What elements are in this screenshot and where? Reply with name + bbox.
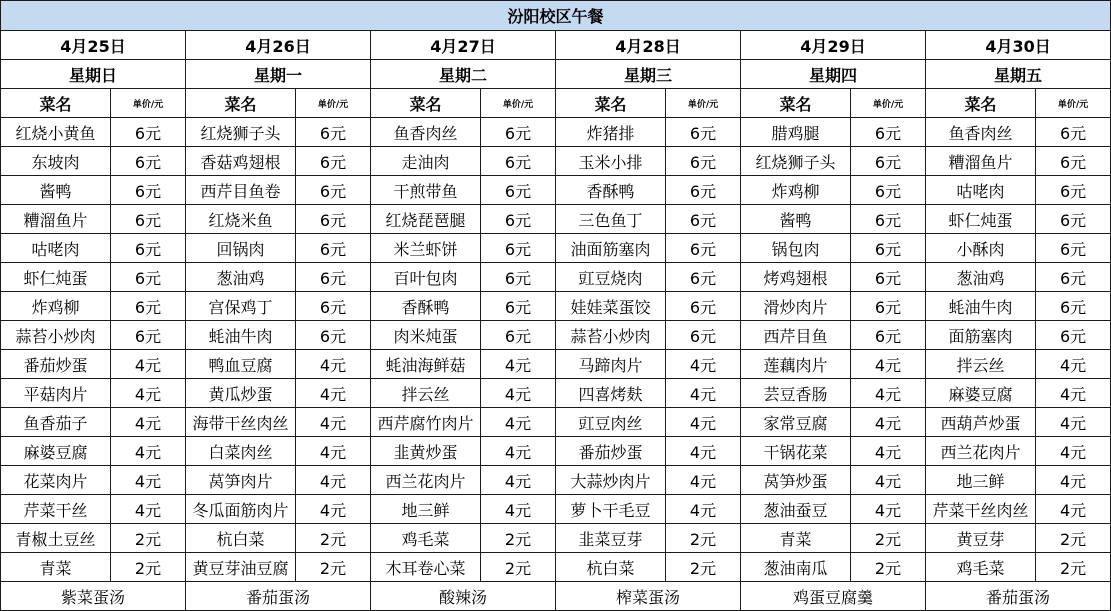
dish-price: 4元 — [851, 350, 926, 379]
dish-price: 4元 — [666, 379, 741, 408]
day-soup: 鸡蛋豆腐羹 — [741, 582, 926, 611]
dish-price: 6元 — [111, 234, 186, 263]
dish-price: 2元 — [851, 524, 926, 553]
dish-price: 2元 — [1036, 553, 1111, 582]
dish-price: 6元 — [481, 205, 556, 234]
dish-price: 6元 — [111, 292, 186, 321]
dish-name: 木耳卷心菜 — [371, 553, 481, 582]
soup-row — [1, 582, 1111, 611]
dish-price: 2元 — [666, 553, 741, 582]
dish-name: 鱼香肉丝 — [371, 118, 481, 147]
dish-name: 豇豆烧肉 — [556, 263, 666, 292]
dish-name: 黄豆芽 — [926, 524, 1036, 553]
dish-price: 4元 — [481, 408, 556, 437]
menu-item-row — [1, 466, 1111, 495]
dish-price: 6元 — [296, 292, 371, 321]
dish-name: 青菜 — [1, 553, 111, 582]
dish-name: 锅包肉 — [741, 234, 851, 263]
dish-name: 红烧狮子头 — [741, 147, 851, 176]
dish-price: 6元 — [1036, 263, 1111, 292]
day-date: 4月28日 — [556, 31, 741, 60]
title-row — [1, 1, 1111, 31]
dish-name: 西芹腐竹肉片 — [371, 408, 481, 437]
dish-price: 4元 — [481, 379, 556, 408]
dish-name: 地三鲜 — [371, 495, 481, 524]
dish-price: 4元 — [1036, 350, 1111, 379]
dish-price: 6元 — [111, 147, 186, 176]
dish-name: 干煎带鱼 — [371, 176, 481, 205]
day-soup: 紫菜蛋汤 — [1, 582, 186, 611]
dish-price: 4元 — [111, 466, 186, 495]
dish-price: 4元 — [851, 466, 926, 495]
dish-price: 6元 — [296, 176, 371, 205]
dish-name: 青椒土豆丝 — [1, 524, 111, 553]
dish-price: 6元 — [111, 321, 186, 350]
menu-item-row — [1, 176, 1111, 205]
weekday-row — [1, 60, 1111, 89]
dish-name-header: 菜名 — [371, 89, 481, 118]
dish-price: 4元 — [1036, 495, 1111, 524]
dish-price: 6元 — [111, 176, 186, 205]
dish-name: 家常豆腐 — [741, 408, 851, 437]
dish-name: 炸鸡柳 — [741, 176, 851, 205]
dish-price: 4元 — [296, 495, 371, 524]
dish-price: 4元 — [111, 379, 186, 408]
dish-price: 6元 — [1036, 292, 1111, 321]
dish-price: 2元 — [111, 524, 186, 553]
day-date: 4月30日 — [926, 31, 1111, 60]
dish-price: 2元 — [666, 524, 741, 553]
dish-name: 滑炒肉片 — [741, 292, 851, 321]
dish-name: 肉米炖蛋 — [371, 321, 481, 350]
dish-price: 6元 — [481, 147, 556, 176]
dish-name: 韭黄炒蛋 — [371, 437, 481, 466]
dish-name-header: 菜名 — [186, 89, 296, 118]
dish-price: 6元 — [851, 147, 926, 176]
menu-item-row — [1, 350, 1111, 379]
dish-name: 香酥鸭 — [371, 292, 481, 321]
dish-price: 6元 — [1036, 176, 1111, 205]
dish-price: 6元 — [481, 263, 556, 292]
date-row — [1, 31, 1111, 60]
dish-name: 回锅肉 — [186, 234, 296, 263]
dish-price: 6元 — [111, 118, 186, 147]
menu-item-row — [1, 553, 1111, 582]
day-weekday: 星期日 — [1, 60, 186, 89]
dish-price: 2元 — [1036, 524, 1111, 553]
dish-name: 地三鲜 — [926, 466, 1036, 495]
menu-item-row — [1, 437, 1111, 466]
dish-name: 油面筋塞肉 — [556, 234, 666, 263]
dish-name: 大蒜炒肉片 — [556, 466, 666, 495]
dish-name-header: 菜名 — [741, 89, 851, 118]
dish-name: 西芹目鱼 — [741, 321, 851, 350]
dish-name: 葱油鸡 — [926, 263, 1036, 292]
dish-price: 4元 — [1036, 408, 1111, 437]
dish-price: 6元 — [666, 176, 741, 205]
dish-price: 6元 — [666, 118, 741, 147]
dish-price: 6元 — [851, 176, 926, 205]
dish-name: 玉米小排 — [556, 147, 666, 176]
dish-price: 6元 — [1036, 147, 1111, 176]
dish-price: 4元 — [1036, 466, 1111, 495]
dish-name: 娃娃菜蛋饺 — [556, 292, 666, 321]
dish-name: 葱油南瓜 — [741, 553, 851, 582]
dish-name: 麻婆豆腐 — [926, 379, 1036, 408]
dish-name: 酱鸭 — [1, 176, 111, 205]
dish-price: 4元 — [296, 350, 371, 379]
dish-name: 干锅花菜 — [741, 437, 851, 466]
dish-name: 葱油蚕豆 — [741, 495, 851, 524]
dish-price: 6元 — [666, 234, 741, 263]
unit-price-header: 单价/元 — [1036, 89, 1111, 118]
menu-item-row — [1, 234, 1111, 263]
dish-name: 杭白菜 — [556, 553, 666, 582]
dish-name: 花菜肉片 — [1, 466, 111, 495]
dish-price: 6元 — [1036, 205, 1111, 234]
dish-name: 鸭血豆腐 — [186, 350, 296, 379]
dish-name: 莴笋肉片 — [186, 466, 296, 495]
dish-price: 6元 — [481, 321, 556, 350]
dish-price: 6元 — [666, 205, 741, 234]
dish-price: 4元 — [481, 466, 556, 495]
day-soup: 番茄蛋汤 — [926, 582, 1111, 611]
dish-price: 4元 — [851, 437, 926, 466]
menu-item-row — [1, 524, 1111, 553]
menu-item-row — [1, 292, 1111, 321]
dish-price: 4元 — [296, 379, 371, 408]
dish-name: 红烧琵琶腿 — [371, 205, 481, 234]
dish-price: 4元 — [481, 350, 556, 379]
dish-name: 糟溜鱼片 — [926, 147, 1036, 176]
dish-price: 6元 — [666, 147, 741, 176]
dish-price: 2元 — [111, 553, 186, 582]
menu-item-row — [1, 147, 1111, 176]
day-weekday: 星期五 — [926, 60, 1111, 89]
dish-name-header: 菜名 — [926, 89, 1036, 118]
dish-name: 豇豆肉丝 — [556, 408, 666, 437]
dish-price: 4元 — [1036, 379, 1111, 408]
dish-name: 拌云丝 — [371, 379, 481, 408]
dish-price: 6元 — [111, 263, 186, 292]
dish-price: 4元 — [851, 408, 926, 437]
dish-name: 鱼香茄子 — [1, 408, 111, 437]
dish-price: 4元 — [666, 437, 741, 466]
dish-price: 4元 — [481, 495, 556, 524]
dish-price: 6元 — [296, 147, 371, 176]
dish-price: 6元 — [1036, 118, 1111, 147]
menu-item-row — [1, 118, 1111, 147]
dish-price: 6元 — [296, 263, 371, 292]
dish-name: 蚝油牛肉 — [186, 321, 296, 350]
dish-name: 鱼香肉丝 — [926, 118, 1036, 147]
dish-price: 4元 — [111, 495, 186, 524]
column-header-row — [1, 89, 1111, 118]
dish-price: 2元 — [296, 553, 371, 582]
dish-name: 白菜肉丝 — [186, 437, 296, 466]
dish-name-header: 菜名 — [556, 89, 666, 118]
dish-price: 4元 — [111, 408, 186, 437]
unit-price-header: 单价/元 — [481, 89, 556, 118]
day-date: 4月27日 — [371, 31, 556, 60]
dish-name: 萝卜干毛豆 — [556, 495, 666, 524]
menu-item-row — [1, 205, 1111, 234]
dish-name: 东坡肉 — [1, 147, 111, 176]
dish-name: 黄豆芽油豆腐 — [186, 553, 296, 582]
dish-name: 西兰花肉片 — [371, 466, 481, 495]
menu-item-row — [1, 321, 1111, 350]
unit-price-header: 单价/元 — [111, 89, 186, 118]
dish-price: 4元 — [296, 408, 371, 437]
dish-name: 西葫芦炒蛋 — [926, 408, 1036, 437]
dish-price: 2元 — [851, 553, 926, 582]
dish-name: 蚝油牛肉 — [926, 292, 1036, 321]
dish-name: 平菇肉片 — [1, 379, 111, 408]
dish-name: 蒜苔小炒肉 — [556, 321, 666, 350]
day-soup: 番茄蛋汤 — [186, 582, 371, 611]
dish-name: 酱鸭 — [741, 205, 851, 234]
dish-name: 莴笋炒蛋 — [741, 466, 851, 495]
dish-price: 6元 — [296, 234, 371, 263]
dish-name: 咕咾肉 — [926, 176, 1036, 205]
dish-name: 香菇鸡翅根 — [186, 147, 296, 176]
dish-name: 马蹄肉片 — [556, 350, 666, 379]
dish-name: 面筋塞肉 — [926, 321, 1036, 350]
dish-name: 炸鸡柳 — [1, 292, 111, 321]
dish-price: 4元 — [851, 495, 926, 524]
dish-name: 米兰虾饼 — [371, 234, 481, 263]
day-weekday: 星期四 — [741, 60, 926, 89]
dish-price: 6元 — [481, 234, 556, 263]
dish-price: 4元 — [666, 495, 741, 524]
dish-name: 西芹目鱼卷 — [186, 176, 296, 205]
day-weekday: 星期一 — [186, 60, 371, 89]
dish-name: 麻婆豆腐 — [1, 437, 111, 466]
dish-name: 番茄炒蛋 — [1, 350, 111, 379]
menu-item-row — [1, 379, 1111, 408]
dish-name: 四喜烤麸 — [556, 379, 666, 408]
dish-price: 4元 — [666, 466, 741, 495]
dish-price: 6元 — [296, 205, 371, 234]
dish-name: 冬瓜面筋肉片 — [186, 495, 296, 524]
dish-name: 咕咾肉 — [1, 234, 111, 263]
dish-name: 海带干丝肉丝 — [186, 408, 296, 437]
dish-name: 烤鸡翅根 — [741, 263, 851, 292]
dish-name: 韭菜豆芽 — [556, 524, 666, 553]
dish-name: 宫保鸡丁 — [186, 292, 296, 321]
dish-price: 6元 — [851, 292, 926, 321]
dish-price: 6元 — [851, 205, 926, 234]
dish-price: 6元 — [481, 176, 556, 205]
dish-price: 6元 — [666, 292, 741, 321]
dish-name: 葱油鸡 — [186, 263, 296, 292]
dish-name: 腊鸡腿 — [741, 118, 851, 147]
dish-price: 6元 — [851, 234, 926, 263]
menu-title: 汾阳校区午餐 — [1, 1, 1111, 31]
dish-price: 4元 — [111, 437, 186, 466]
dish-price: 4元 — [296, 437, 371, 466]
dish-name: 芸豆香肠 — [741, 379, 851, 408]
dish-price: 6元 — [296, 118, 371, 147]
menu-item-row — [1, 408, 1111, 437]
dish-name: 杭白菜 — [186, 524, 296, 553]
dish-name: 青菜 — [741, 524, 851, 553]
dish-name: 芹菜干丝 — [1, 495, 111, 524]
dish-name: 蒜苔小炒肉 — [1, 321, 111, 350]
dish-price: 4元 — [481, 437, 556, 466]
dish-name: 拌云丝 — [926, 350, 1036, 379]
dish-name: 炸猪排 — [556, 118, 666, 147]
unit-price-header: 单价/元 — [296, 89, 371, 118]
dish-name: 莲藕肉片 — [741, 350, 851, 379]
dish-price: 6元 — [111, 205, 186, 234]
menu-item-row — [1, 495, 1111, 524]
dish-name: 鸡毛菜 — [926, 553, 1036, 582]
dish-name: 糟溜鱼片 — [1, 205, 111, 234]
dish-price: 6元 — [481, 118, 556, 147]
dish-name: 百叶包肉 — [371, 263, 481, 292]
day-weekday: 星期二 — [371, 60, 556, 89]
dish-price: 6元 — [1036, 234, 1111, 263]
dish-price: 6元 — [296, 321, 371, 350]
dish-name: 虾仁炖蛋 — [926, 205, 1036, 234]
dish-name: 红烧狮子头 — [186, 118, 296, 147]
dish-name: 红烧米鱼 — [186, 205, 296, 234]
dish-price: 6元 — [851, 321, 926, 350]
dish-price: 4元 — [666, 350, 741, 379]
dish-name: 虾仁炖蛋 — [1, 263, 111, 292]
dish-name: 蚝油海鲜菇 — [371, 350, 481, 379]
dish-name: 西兰花肉片 — [926, 437, 1036, 466]
dish-name-header: 菜名 — [1, 89, 111, 118]
day-soup: 酸辣汤 — [371, 582, 556, 611]
dish-price: 6元 — [666, 321, 741, 350]
dish-name: 小酥肉 — [926, 234, 1036, 263]
dish-name: 鸡毛菜 — [371, 524, 481, 553]
dish-price: 4元 — [296, 466, 371, 495]
dish-price: 4元 — [851, 379, 926, 408]
dish-name: 黄瓜炒蛋 — [186, 379, 296, 408]
dish-price: 2元 — [481, 553, 556, 582]
dish-price: 4元 — [1036, 437, 1111, 466]
day-date: 4月26日 — [186, 31, 371, 60]
day-date: 4月25日 — [1, 31, 186, 60]
dish-price: 6元 — [666, 263, 741, 292]
unit-price-header: 单价/元 — [666, 89, 741, 118]
dish-price: 6元 — [481, 292, 556, 321]
menu-item-row — [1, 263, 1111, 292]
dish-name: 红烧小黄鱼 — [1, 118, 111, 147]
dish-price: 6元 — [851, 263, 926, 292]
dish-name: 香酥鸭 — [556, 176, 666, 205]
dish-price: 4元 — [666, 408, 741, 437]
dish-name: 番茄炒蛋 — [556, 437, 666, 466]
dish-price: 2元 — [481, 524, 556, 553]
dish-name: 三色鱼丁 — [556, 205, 666, 234]
day-soup: 榨菜蛋汤 — [556, 582, 741, 611]
dish-name: 芹菜干丝肉丝 — [926, 495, 1036, 524]
day-weekday: 星期三 — [556, 60, 741, 89]
day-date: 4月29日 — [741, 31, 926, 60]
dish-price: 4元 — [111, 350, 186, 379]
dish-price: 6元 — [851, 118, 926, 147]
dish-price: 6元 — [1036, 321, 1111, 350]
dish-name: 走油肉 — [371, 147, 481, 176]
unit-price-header: 单价/元 — [851, 89, 926, 118]
dish-price: 2元 — [296, 524, 371, 553]
